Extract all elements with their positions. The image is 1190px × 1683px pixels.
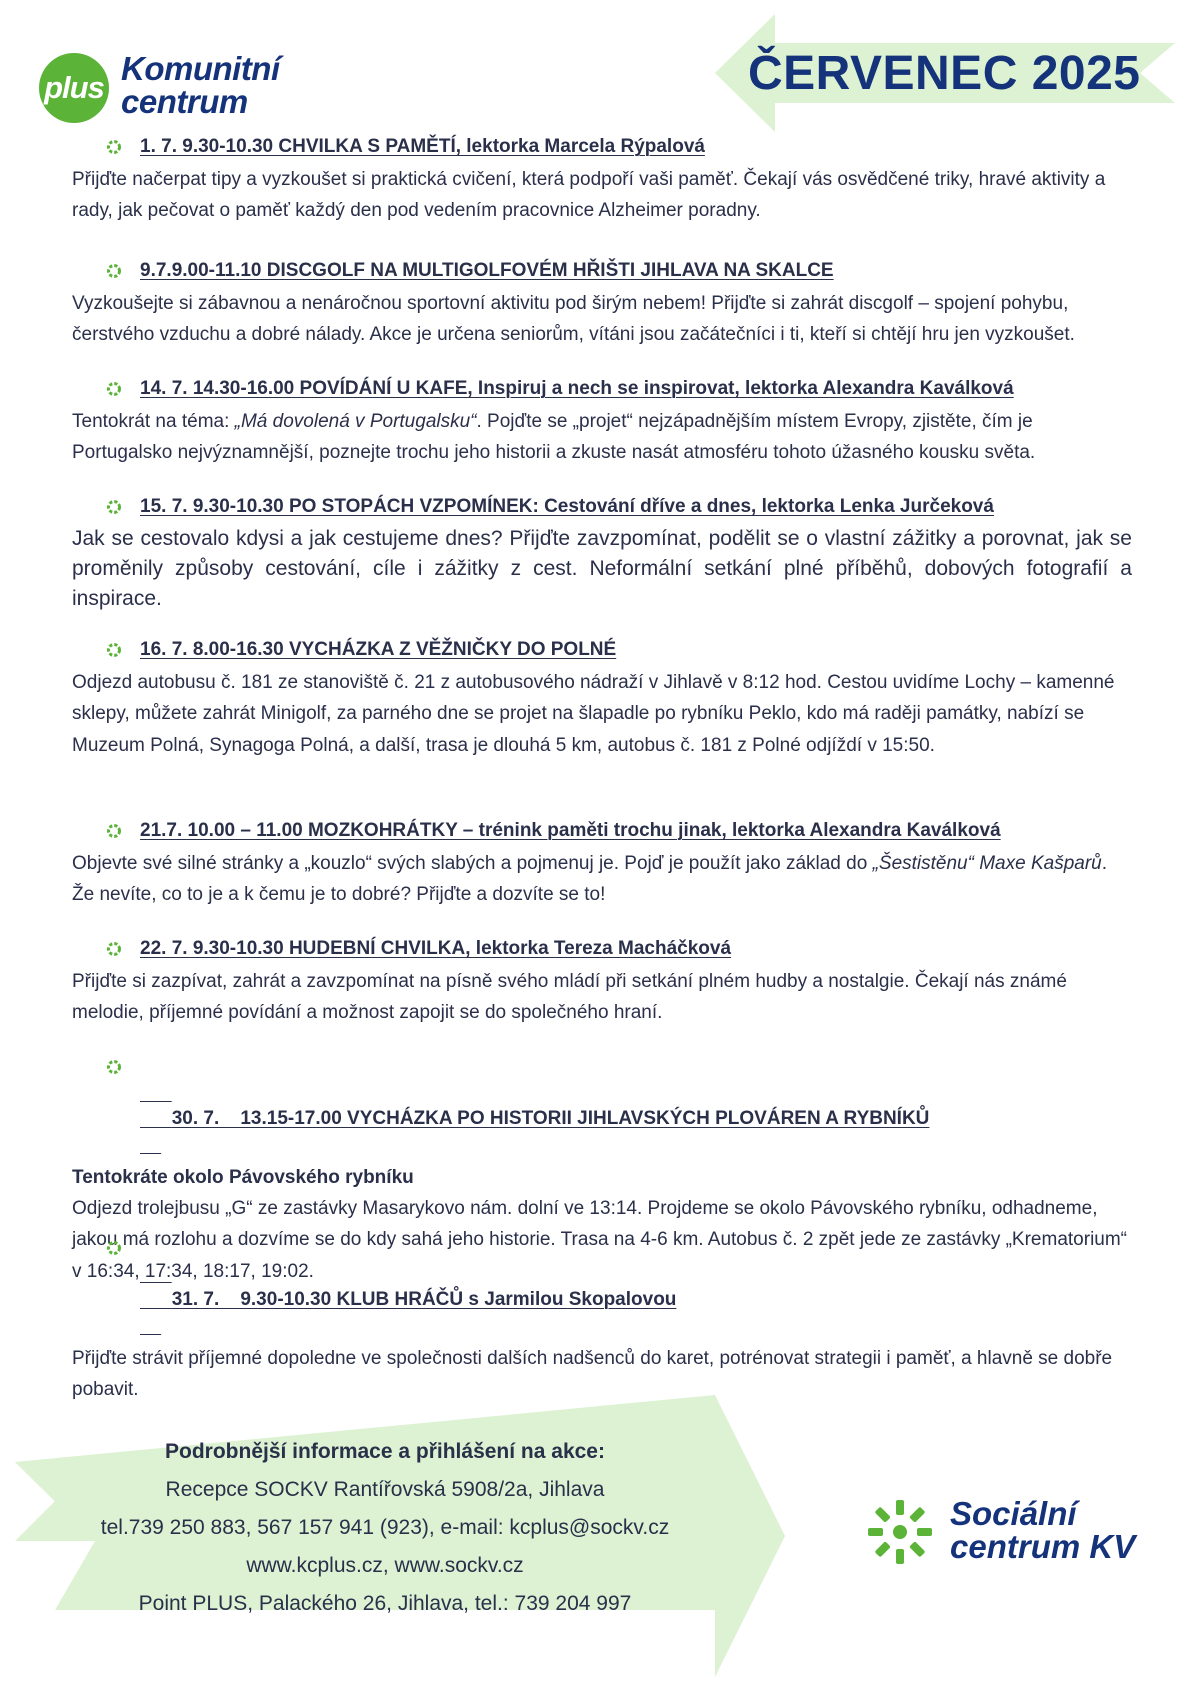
event-description: Objevte své silné stránky a „kouzlo“ svých slabých a pojmenuj je. Pojď je použít jako základ do „Šestistěnu“ Maxe Kašparů. Že nevíte, co to je a k čemu je to dobré? Přijďte a dozvíte se to! [72,853,1108,906]
contact-heading: Podrobnější informace a přihlášení na akce: [165,1440,605,1463]
bullet-icon [106,941,122,957]
komunitni-centrum-logo-badge: plus [39,53,109,123]
event-item [72,936,1132,1029]
event-title: 31. 7. 9.30-10.30 KLUB HRÁČŮ s Jarmilou Skopalovou [140,1235,1132,1339]
logo-line-2: centrum [121,83,248,120]
bullet-icon [106,263,122,279]
event-description: Přijďte strávit příjemné dopoledne ve společnosti dalších nadšenců do karet, potrénovat strategii i paměť, a hlavně se dobře pobavit. [72,1348,1113,1401]
logo-line-1: Komunitní [121,50,280,87]
contact-address: Recepce SOCKV Rantířovská 5908/2a, Jihlava [165,1478,605,1501]
event-title: 21.7. 10.00 – 11.00 MOZKOHRÁTKY – trénink paměti trochu jinak, lektorka Alexandra Kaválková [140,818,1132,844]
bullet-icon [106,823,122,839]
bullet-icon [106,381,122,397]
contact-websites: www.kcplus.cz, www.sockv.cz [246,1554,524,1577]
event-description: Odjezd autobusu č. 181 ze stanoviště č. 21 z autobusového nádraží v Jihlavě v 8:12 hod. Cestou uvidíme Lochy – kamenné sklepy, můžete zahrát Minigolf, za parného dne se projet na šlapadle po rybníku Peklo, kdo má raději památky, nabízí se Muzeum Polná, Synagoga Polná, a další, trasa je dlouhá 5 km, autobus č. 181 z Polné odjíždí v 15:50. [72,672,1115,756]
socialni-centrum-logo-icon [866,1498,934,1566]
event-title: 14. 7. 14.30-16.00 POVÍDÁNÍ U KAFE, Inspiruj a nech se inspirovat, lektorka Alexandra Kaválková [140,376,1132,402]
partner-line-2: centrum KV [950,1528,1136,1565]
event-title: 9.7.9.00-11.10 DISCGOLF NA MULTIGOLFOVÉM HŘIŠTI JIHLAVA NA SKALCE [140,258,1132,284]
event-item [72,818,1132,911]
partner-line-1: Sociální [950,1495,1077,1532]
month-title: ČERVENEC 2025 [748,47,1141,100]
contact-phone-email: tel.739 250 883, 567 157 941 (923), e-mail: kcplus@sockv.cz [100,1516,670,1539]
bullet-icon [106,1059,122,1075]
event-item [72,376,1132,469]
event-item [72,258,1132,351]
event-item [72,134,1132,227]
socialni-centrum-logo-text [950,1497,1135,1563]
event-description: Odjezd trolejbusu „G“ ze zastávky Masarykovo nám. dolní ve 13:14. Projdeme se okolo Pávovského rybníku, odhadneme, jakou má rozlohu a dozvíme se do kdy sahá jeho historie. Trasa na 4-6 km. Autobus č. 2 zpět jede ze zastávky „Krematorium“ v 16:34, 17:34, 18:17, 19:02. [72,1198,1128,1282]
event-item [72,637,1132,761]
bullet-icon [106,1240,122,1256]
event-title: 30. 7. 13.15-17.00 VYCHÁZKA PO HISTORII JIHLAVSKÝCH PLOVÁREN A RYBNÍKŮ [140,1054,1132,1158]
bullet-icon [106,139,122,155]
event-description: Jak se cestovalo kdysi a jak cestujeme dnes? Přijďte zavzpomínat, podělit se o vlastní zážitky a porovnat, jak se proměnily způsoby cestování, cíle i zážitky z cest. Neformální setkání plné příběhů, dobových fotografií a inspirace. [72,527,1132,610]
event-title: 15. 7. 9.30-10.30 PO STOPÁCH VZPOMÍNEK: Cestování dříve a dnes, lektorka Lenka Jurčeková [140,494,1132,520]
event-description: Tentokrát na téma: „Má dovolená v Portugalsku“. Pojďte se „projet“ nejzápadnějším místem Evropy, zjistěte, čím je Portugalsko nejvýznamnější, poznejte trochu jeho historii a zkuste nasát atmosféru tohoto úžasného kousku světa. [72,411,1036,464]
event-item [72,1235,1132,1406]
komunitni-centrum-logo-text [121,52,280,118]
contact-info [100,1433,670,1623]
event-title: 22. 7. 9.30-10.30 HUDEBNÍ CHVILKA, lektorka Tereza Macháčková [140,936,1132,962]
bullet-icon [106,642,122,658]
event-description: Přijďte si zazpívat, zahrát a zavzpomínat na písně svého mládí při setkání plném hudby a nostalgie. Čekají nás známé melodie, příjemné povídání a možnost zapojit se do společného hraní. [72,971,1067,1024]
event-title: 1. 7. 9.30-10.30 CHVILKA S PAMĚTÍ, lektorka Marcela Rýpalová [140,134,1132,160]
event-description: Vyzkoušejte si zábavnou a nenáročnou sportovní aktivitu pod širým nebem! Přijďte si zahrát discgolf – spojení pohybu, čerstvého vzduchu a dobré nálady. Akce je určena seniorům, vítáni jsou začátečníci i ti, kteří si chtějí hru jen vyzkoušet. [72,293,1075,346]
event-item [72,494,1132,614]
contact-point-plus: Point PLUS, Palackého 26, Jihlava, tel.: 739 204 997 [138,1592,632,1615]
bullet-icon [106,499,122,515]
event-subtitle: Tentokráte okolo Pávovského rybníku [72,1167,414,1188]
event-description: Přijďte načerpat tipy a vyzkoušet si praktická cvičení, která podpoří vaši paměť. Čekají vás osvědčené triky, hravé aktivity a rady, jak pečovat o paměť každý den pod vedením pracovnice Alzheimer poradny. [72,169,1106,222]
event-title: 16. 7. 8.00-16.30 VYCHÁZKA Z VĚŽNIČKY DO POLNÉ [140,637,1132,663]
